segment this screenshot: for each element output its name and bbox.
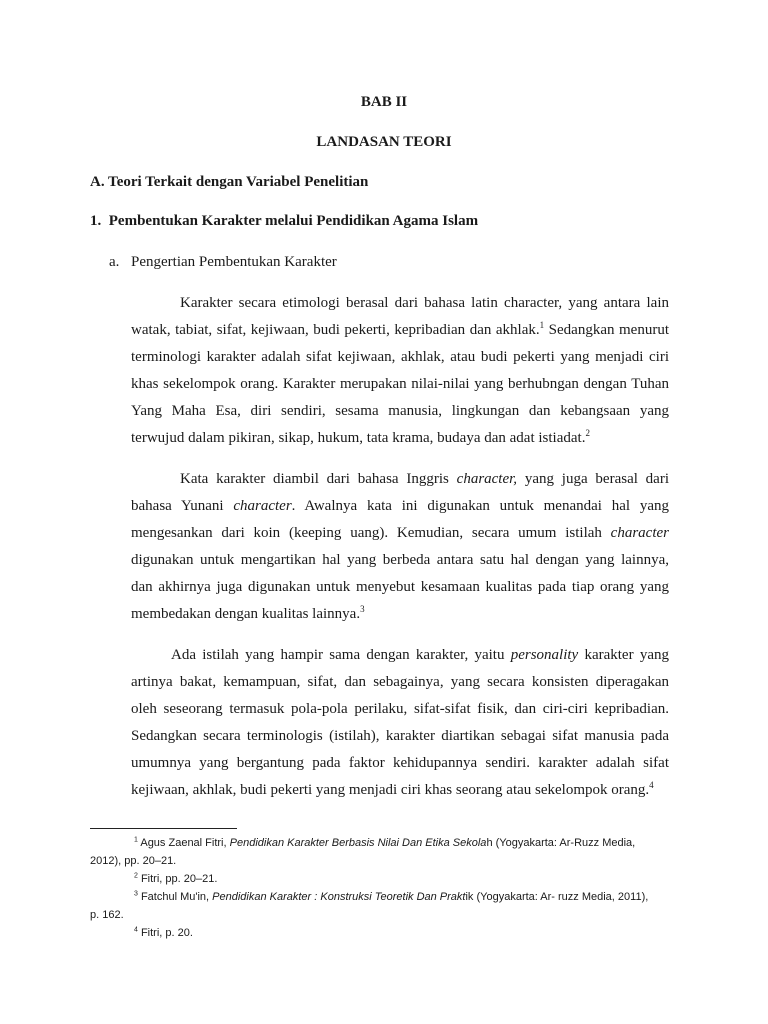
footnote-separator (90, 828, 237, 829)
italic-title: Pendidikan Karakter Berbasis Nilai Dan Etika Sekola (229, 837, 487, 849)
italic-term: character (233, 498, 292, 514)
text-run: yang juga berasal dari (517, 471, 670, 487)
paragraph-1-line: Karakter secara etimologi berasal dari bahasa latin character, yang antara lain (180, 295, 669, 311)
footnote-4 (90, 924, 650, 942)
text-run: h (Yogyakarta: Ar-Ruzz Media, (486, 837, 636, 849)
footnote-ref-4: 4 (649, 780, 654, 790)
text-run: membedakan dengan kualitas lainnya. (131, 606, 361, 622)
italic-title: Pendidikan Karakter : Konstruksi Teoretik Dan Prakt (212, 891, 466, 903)
chapter-number: BAB II (360, 94, 408, 110)
footnote-1 (90, 834, 650, 852)
text-run: Ada istilah yang hampir sama dengan karakter, yaitu (171, 647, 511, 663)
footnote-ref-1: 1 (539, 320, 545, 330)
paragraph-2-line (131, 520, 669, 547)
paragraph-2-line (131, 601, 669, 628)
text-run: mengesankan dari koin (keeping uang). Kemudian, secara umum istilah (131, 525, 611, 541)
text-run: kejiwaan, akhlak, budi pekerti yang menjadi ciri khas seorang atau sekelompok orang. (131, 782, 650, 798)
text-run: Agus Zaenal Fitri, (137, 837, 230, 849)
paragraph-3-line: oleh seseorang termasuk pola-pola perilaku, sifat-sifat fisik, dan ciri-ciri kepribadian. (131, 701, 669, 717)
paragraph-1-line: khas sekelompok orang. Karakter merupakan nilai-nilai yang berhubngan dengan Tuhan (131, 376, 669, 392)
paragraph-2-line: dan akhirnya juga digunakan untuk menyebut kesamaan kualitas pada tiap orang yang (131, 579, 669, 595)
paragraph-3-line (131, 777, 669, 804)
text-run: karakter yang (578, 647, 669, 663)
chapter-title: LANDASAN TEORI (316, 134, 452, 150)
text-run: Fitri, p. 20. (137, 927, 193, 939)
section-heading-1: 1. Pembentukan Karakter melalui Pendidikan Agama Islam (90, 213, 479, 229)
text-run: Fitri, pp. 20–21. (137, 873, 218, 885)
footnote-3 (90, 888, 650, 906)
paragraph-3-line (127, 642, 669, 669)
paragraph-1-line (131, 425, 669, 452)
section-heading-a: A. Teori Terkait dengan Variabel Penelitian (90, 174, 369, 190)
footnote-number: 3 (134, 890, 138, 898)
paragraph-3-line: artinya bakat, kemampuan, sifat, dan sebagainya, yang secara konsisten diperagakan (131, 674, 669, 690)
subsection-heading (109, 254, 337, 271)
text-run: . Awalnya kata ini digunakan untuk menandai hal yang (291, 498, 669, 514)
footnote-number: 1 (134, 836, 138, 844)
paragraph-3-line: umumnya yang bergantung pada faktor kehidupannya sendiri. karakter adalah sifat (131, 755, 669, 771)
footnote-number: 2 (134, 872, 138, 880)
paragraph-2-line (131, 466, 669, 493)
text-run: Fatchul Mu'in, (137, 891, 213, 903)
footnotes (90, 834, 650, 942)
footnote-number: 4 (134, 926, 138, 934)
footnote-ref-3: 3 (360, 604, 365, 614)
paragraph-1 (131, 290, 669, 452)
footnote-1-continued: 2012), pp. 20–21. (90, 855, 177, 867)
paragraph-3 (131, 642, 669, 804)
text-run: Sedangkan menurut (544, 322, 669, 338)
footnote-2 (90, 870, 650, 888)
subsection-letter: a. (109, 254, 120, 270)
paragraph-1-line: terminologi karakter adalah sifat kejiwaan, akhlak, atau budi pekerti yang menjadi ciri (131, 349, 669, 365)
text-run: terwujud dalam pikiran, sikap, hukum, tata krama, budaya dan adat istiadat. (131, 430, 586, 446)
text-run: Kata karakter diambil dari bahasa Inggris (180, 471, 457, 487)
italic-term: personality (510, 647, 579, 663)
paragraph-2-line: digunakan untuk mengartikan hal yang berbeda antara satu hal dengan yang lainnya, (131, 552, 669, 568)
text-run: bahasa Yunani (131, 498, 234, 514)
footnote-ref-2: 2 (585, 428, 590, 438)
paragraph-2-line (131, 493, 669, 520)
paragraph-1-line: Yang Maha Esa, diri sendiri, sesama manusia, lingkungan dan kebangsaan yang (131, 403, 669, 419)
text-run: ik (Yogyakarta: Ar- ruzz Media, 2011), (465, 891, 649, 903)
paragraph-3-line: Sedangkan secara terminologis (istilah), karakter diartikan sebagai sifat manusia pada (131, 728, 669, 744)
paragraph-2 (131, 466, 669, 628)
italic-term: character (610, 525, 669, 541)
footnote-3-continued: p. 162. (90, 909, 124, 921)
italic-term: character, (456, 471, 518, 487)
paragraph-1-line (131, 317, 669, 344)
subsection-label: Pengertian Pembentukan Karakter (131, 254, 337, 270)
text-run: watak, tabiat, sifat, kejiwaan, budi pekerti, kepribadian dan akhlak. (131, 322, 540, 338)
